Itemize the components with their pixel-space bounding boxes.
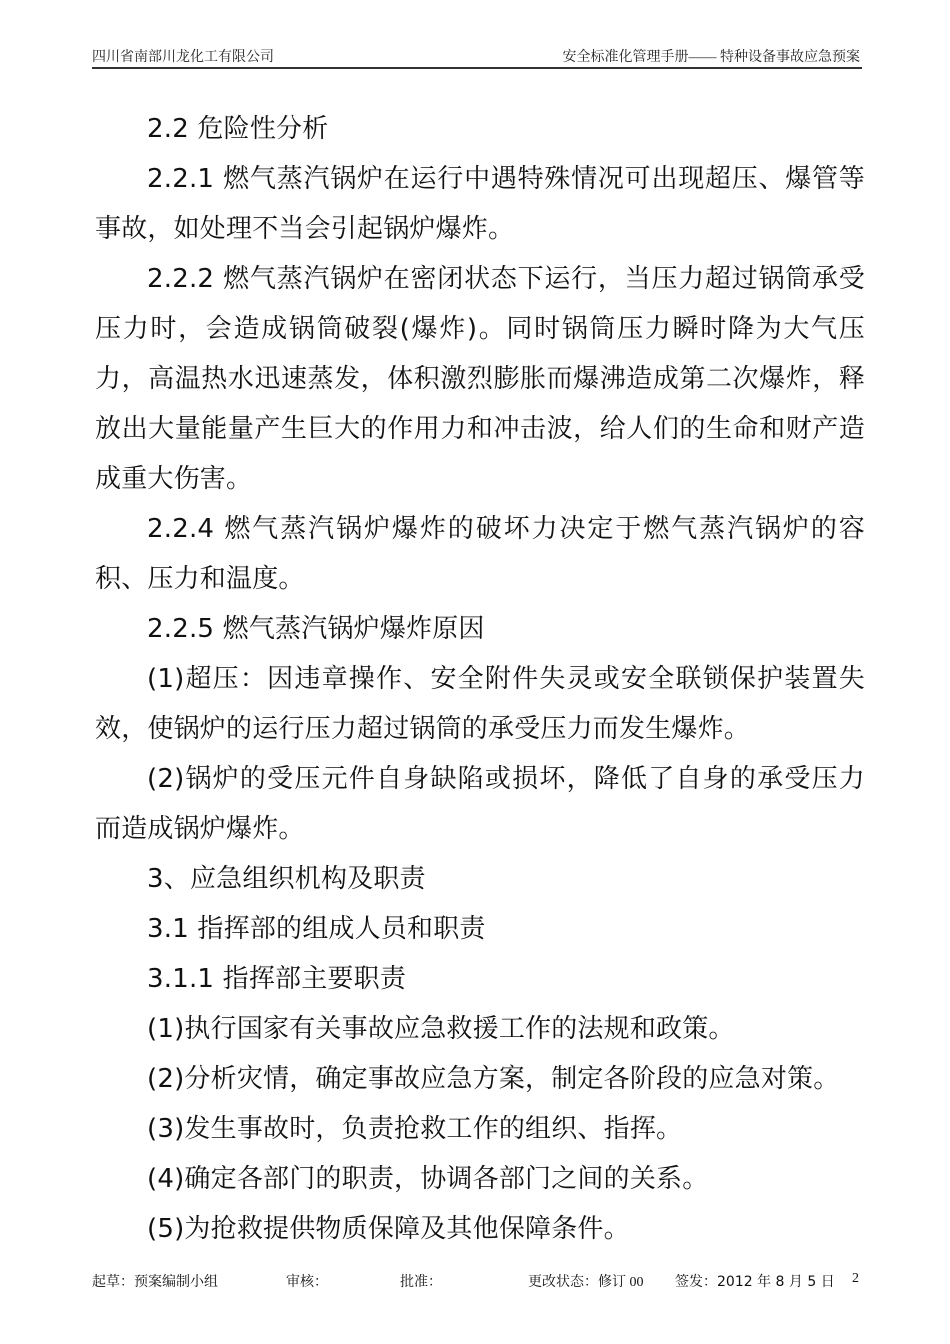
footer-issued: 签发：2012 年 8 月 5 日	[675, 1274, 835, 1290]
duty-item-3: (3)发生事故时，负责抢救工作的组织、指挥。	[147, 1114, 683, 1144]
page-header	[92, 46, 860, 66]
paragraph-2-2-2: 2.2.2 燃气蒸汽锅炉在密闭状态下运行，当压力超过锅筒承受压力时，会造成锅筒破裂(爆炸)。同时锅筒压力瞬时降为大气压力，高温热水迅速蒸发，体积激烈膨胀而爆沸造成第二次爆炸，释放出大量能量产生巨大的作用力和冲击波，给人们的生命和财产造成重大伤害。	[95, 264, 865, 494]
cause-item-1: (1)超压：因违章操作、安全附件失灵或安全联锁保护装置失效，使锅炉的运行压力超过锅筒的承受压力而发生爆炸。	[95, 664, 865, 744]
company-name: 四川省南部川龙化工有限公司	[92, 50, 274, 65]
page-number: 2	[852, 1271, 859, 1286]
header-rule	[92, 67, 862, 69]
duty-item-1: (1)执行国家有关事故应急救援工作的法规和政策。	[147, 1014, 735, 1044]
footer-drafted: 起草：预案编制小组	[92, 1274, 218, 1290]
footer-revision-label: 更改状态：	[528, 1274, 598, 1290]
heading-3-1-1: 3.1.1 指挥部主要职责	[147, 964, 407, 994]
document-body	[95, 104, 865, 1254]
duty-item-4: (4)确定各部门的职责，协调各部门之间的关系。	[147, 1164, 709, 1194]
manual-title: 安全标准化管理手册—— 特种设备事故应急预案	[562, 50, 860, 65]
footer-revision	[528, 1271, 644, 1291]
heading-3: 3、应急组织机构及职责	[147, 864, 426, 894]
heading-2-2-5: 2.2.5 燃气蒸汽锅炉爆炸原因	[147, 614, 485, 644]
duty-item-5: (5)为抢救提供物质保障及其他保障条件。	[147, 1214, 630, 1244]
footer-revision-value: 修订 00	[598, 1275, 644, 1290]
page-footer	[92, 1271, 872, 1295]
cause-item-2: (2)锅炉的受压元件自身缺陷或损坏，降低了自身的承受压力而造成锅炉爆炸。	[95, 764, 865, 844]
heading-3-1: 3.1 指挥部的组成人员和职责	[147, 914, 486, 944]
heading-2-2: 2.2 危险性分析	[147, 114, 329, 144]
paragraph-2-2-1: 2.2.1 燃气蒸汽锅炉在运行中遇特殊情况可出现超压、爆管等事故，如处理不当会引起锅炉爆炸。	[95, 164, 865, 244]
duty-item-2: (2)分析灾情，确定事故应急方案，制定各阶段的应急对策。	[147, 1064, 840, 1094]
paragraph-2-2-4: 2.2.4 燃气蒸汽锅炉爆炸的破坏力决定于燃气蒸汽锅炉的容积、压力和温度。	[95, 514, 865, 594]
footer-approved: 批准：	[400, 1274, 442, 1290]
footer-reviewed: 审核：	[286, 1274, 328, 1290]
